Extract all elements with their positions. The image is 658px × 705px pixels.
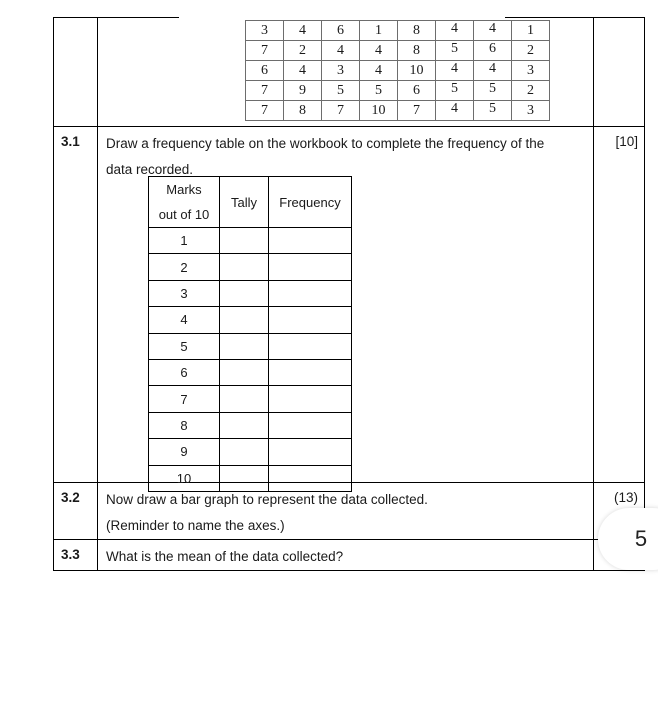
- data-cell: 3: [512, 61, 550, 81]
- table-row: [246, 21, 550, 41]
- data-cell: 2: [512, 81, 550, 101]
- data-cell: 5: [436, 41, 474, 61]
- question-number-cell: [54, 18, 98, 126]
- question-text: [98, 127, 593, 183]
- data-cell: 4: [284, 21, 322, 41]
- table-row: [149, 307, 352, 333]
- data-cell: 5: [436, 81, 474, 101]
- table-row: [149, 254, 352, 280]
- table-row: [54, 18, 644, 127]
- data-cell: 4: [436, 21, 474, 41]
- data-cell: 10: [360, 101, 398, 121]
- mark-value-cell: 3: [149, 280, 220, 306]
- frequency-entry-cell[interactable]: [269, 228, 352, 254]
- question-body-cell: [98, 18, 594, 126]
- table-row: [54, 483, 644, 540]
- data-cell: 7: [246, 41, 284, 61]
- data-cell: 1: [512, 21, 550, 41]
- question-body-cell: [98, 127, 594, 486]
- data-cell: 8: [284, 101, 322, 121]
- table-row: [149, 359, 352, 385]
- frequency-entry-cell[interactable]: [269, 254, 352, 280]
- frequency-table: [148, 176, 352, 492]
- question-text-line: Now draw a bar graph to represent the data collected.: [106, 492, 428, 507]
- data-cell: 6: [398, 81, 436, 101]
- mark-value-cell: 9: [149, 439, 220, 465]
- frequency-table-header-tally: Tally: [220, 177, 269, 228]
- question-body-cell: [98, 540, 594, 570]
- tally-entry-cell[interactable]: [220, 254, 269, 280]
- frequency-entry-cell[interactable]: [269, 439, 352, 465]
- question-text-line: data recorded.: [106, 162, 194, 177]
- data-cell: 4: [284, 61, 322, 81]
- mark-value-cell: 2: [149, 254, 220, 280]
- table-row: [149, 412, 352, 438]
- table-row: [149, 228, 352, 254]
- data-cell: 3: [246, 21, 284, 41]
- marks-cell: [594, 18, 644, 126]
- data-cell: 6: [474, 41, 512, 61]
- data-cell: 6: [246, 61, 284, 81]
- data-cell: 8: [398, 21, 436, 41]
- frequency-entry-cell[interactable]: [269, 386, 352, 412]
- table-row: [149, 280, 352, 306]
- data-cell: 9: [284, 81, 322, 101]
- frequency-entry-cell[interactable]: [269, 307, 352, 333]
- tally-entry-cell[interactable]: [220, 412, 269, 438]
- data-cell: 2: [284, 41, 322, 61]
- question-text-line: What is the mean of the data collected?: [106, 549, 344, 564]
- marks-cell: (13): [613, 490, 638, 505]
- marks-header-line-1: Marks: [166, 182, 202, 197]
- table-row: [246, 61, 550, 81]
- question-number-cell: 3.3: [54, 540, 98, 570]
- question-text-line: Draw a frequency table on the workbook to complete the frequency of the: [106, 136, 545, 151]
- mark-value-cell: 5: [149, 333, 220, 359]
- table-row: [246, 81, 550, 101]
- question-number-cell: 3.1: [54, 127, 98, 482]
- table-row: [246, 41, 550, 61]
- data-cell: 5: [474, 101, 512, 121]
- question-text: [98, 540, 593, 570]
- tally-entry-cell[interactable]: [220, 333, 269, 359]
- data-cell: 7: [398, 101, 436, 121]
- table-row: [54, 540, 644, 570]
- data-cell: 5: [360, 81, 398, 101]
- table-row: [246, 101, 550, 121]
- mark-value-cell: 4: [149, 307, 220, 333]
- frequency-entry-cell[interactable]: [269, 280, 352, 306]
- data-cell: 4: [360, 41, 398, 61]
- data-cell: 3: [322, 61, 360, 81]
- table-row: [149, 177, 352, 228]
- table-row: [149, 333, 352, 359]
- tally-entry-cell[interactable]: [220, 386, 269, 412]
- frequency-table-header-frequency: Frequency: [269, 177, 352, 228]
- table-row: [149, 386, 352, 412]
- frequency-entry-cell[interactable]: [269, 333, 352, 359]
- data-cell: 5: [322, 81, 360, 101]
- data-cell: 7: [322, 101, 360, 121]
- data-cell: 5: [474, 81, 512, 101]
- data-cell: 7: [246, 81, 284, 101]
- tally-entry-cell[interactable]: [220, 307, 269, 333]
- data-cell: 6: [322, 21, 360, 41]
- question-text-line: (Reminder to name the axes.): [106, 518, 285, 533]
- data-cell: 4: [474, 21, 512, 41]
- question-number-cell: 3.2: [54, 483, 98, 539]
- data-cell: 4: [360, 61, 398, 81]
- data-cell: 4: [322, 41, 360, 61]
- marks-cell: [10]: [615, 134, 638, 149]
- mark-value-cell: 8: [149, 412, 220, 438]
- tally-entry-cell[interactable]: [220, 359, 269, 385]
- mark-value-cell: 6: [149, 359, 220, 385]
- data-cell: 2: [512, 41, 550, 61]
- marks-header-line-2: out of 10: [158, 207, 210, 222]
- data-cell: 4: [474, 61, 512, 81]
- question-text: [98, 483, 593, 539]
- tally-entry-cell[interactable]: [220, 439, 269, 465]
- data-cell: 4: [436, 61, 474, 81]
- mark-value-cell: 1: [149, 228, 220, 254]
- page-number-badge: 5: [598, 508, 658, 570]
- mark-value-cell: 10: [149, 465, 220, 491]
- worksheet-table: [53, 18, 645, 571]
- data-cell: 1: [360, 21, 398, 41]
- question-body-cell: [98, 483, 594, 539]
- frequency-entry-cell[interactable]: [269, 359, 352, 385]
- raw-data-table: [245, 20, 550, 121]
- data-cell: 3: [512, 101, 550, 121]
- frequency-entry-cell[interactable]: [269, 412, 352, 438]
- data-cell: 4: [436, 101, 474, 121]
- data-cell: 10: [398, 61, 436, 81]
- mark-value-cell: 7: [149, 386, 220, 412]
- table-row: [149, 439, 352, 465]
- tally-entry-cell[interactable]: [220, 228, 269, 254]
- table-row: [54, 127, 644, 486]
- tally-entry-cell[interactable]: [220, 280, 269, 306]
- frequency-table-header-marks: [149, 177, 220, 228]
- data-cell: 7: [246, 101, 284, 121]
- data-cell: 8: [398, 41, 436, 61]
